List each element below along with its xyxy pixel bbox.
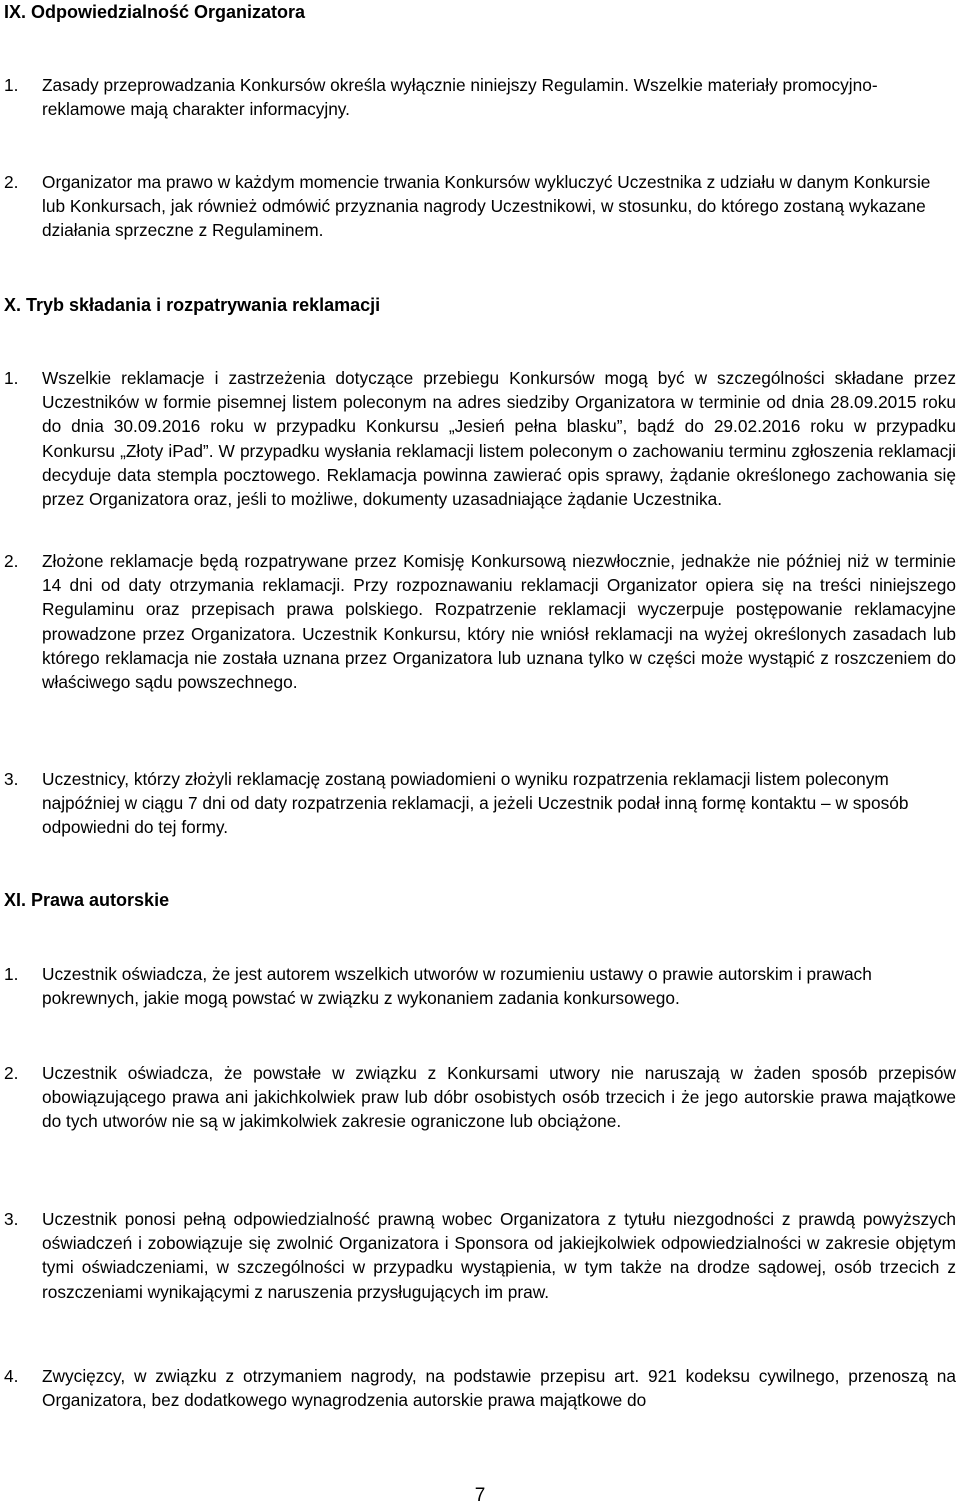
section-xi-item-2 bbox=[4, 1061, 956, 1134]
item-number: 2. bbox=[4, 551, 19, 571]
section-ix-item-1 bbox=[4, 73, 956, 121]
item-text: Uczestnik ponosi pełną odpowiedzialność prawną wobec Organizatora z tytułu niezgodności z prawdą powyższych oświadczeń i zobowiązuje się zwolnić Organizatora i Sponsora od jakiejkolwiek odpowiedzialności w zakresie objętym tymi oświadczeniami, w szczególności w przypadku wystąpienia, w tym także na drodze sądowej, osób trzecich z roszczeniami wynikającymi z naruszenia przysługujących im praw. bbox=[42, 1209, 956, 1302]
section-xi-item-4 bbox=[4, 1364, 956, 1412]
item-number: 3. bbox=[4, 1209, 19, 1229]
item-text: Wszelkie reklamacje i zastrzeżenia dotyczące przebiegu Konkursów mogą być w szczególności składane przez Uczestników w formie pisemnej listem poleconym na adres siedziby Organizatora w terminie od dnia 28.09.2015 roku do dnia 30.09.2016 roku w przypadku Konkursu „Jesień pełna blasku”, bądź do 29.02.2016 roku w przypadku Konkursu „Złoty iPad”. W przypadku wysłania reklamacji listem poleconym o zachowaniu terminu zgłoszenia reklamacji decyduje data stempla pocztowego. Reklamacja powinna zawierać opis sprawy, żądanie określonego zachowania się przez Organizatora oraz, jeśli to możliwe, dokumenty uzasadniające żądanie Uczestnika. bbox=[42, 368, 956, 510]
section-x-item-3 bbox=[4, 767, 956, 840]
item-number: 1. bbox=[4, 75, 19, 95]
item-number: 2. bbox=[4, 1063, 19, 1083]
page-number: 7 bbox=[474, 1485, 486, 1506]
item-number: 1. bbox=[4, 964, 19, 984]
section-x-heading: X. Tryb składania i rozpatrywania reklamacji bbox=[4, 295, 381, 315]
section-ix-heading: IX. Odpowiedzialność Organizatora bbox=[4, 2, 306, 22]
item-text: Zasady przeprowadzania Konkursów określa wyłącznie niniejszy Regulamin. Wszelkie materiały promocyjno-reklamowe mają charakter informacyjny. bbox=[42, 75, 878, 120]
item-number: 3. bbox=[4, 769, 19, 789]
item-number: 4. bbox=[4, 1366, 19, 1386]
item-text: Uczestnik oświadcza, że jest autorem wszelkich utworów w rozumieniu ustawy o prawie autorskim i prawach pokrewnych, jakie mogą powstać w związku z wykonaniem zadania konkursowego. bbox=[42, 964, 872, 1009]
item-text: Uczestnik oświadcza, że powstałe w związku z Konkursami utwory nie naruszają w żaden sposób przepisów obowiązującego prawa ani jakichkolwiek praw lub dóbr osobistych osób trzecich i że jego autorskie prawa majątkowe do tych utworów nie są w jakimkolwiek zakresie ograniczone lub obciążone. bbox=[42, 1063, 956, 1132]
section-xi-heading: XI. Prawa autorskie bbox=[4, 890, 170, 910]
item-text: Uczestnicy, którzy złożyli reklamację zostaną powiadomieni o wyniku rozpatrzenia reklamacji listem poleconym najpóźniej w ciągu 7 dni od daty rozpatrzenia reklamacji, a jeżeli Uczestnik podał inną formę kontaktu – w sposób odpowiedni do tej formy. bbox=[42, 769, 909, 838]
item-text: Organizator ma prawo w każdym momencie trwania Konkursów wykluczyć Uczestnika z udziału w danym Konkursie lub Konkursach, jak również odmówić przyznania nagrody Uczestnikowi, w stosunku, do którego zostaną wykazane działania sprzeczne z Regulaminem. bbox=[42, 172, 931, 241]
item-text: Złożone reklamacje będą rozpatrywane przez Komisję Konkursową niezwłocznie, jednakże nie później niż w terminie 14 dni od daty otrzymania reklamacji. Przy rozpoznawaniu reklamacji Organizator opiera się na treści niniejszego Regulaminu oraz przepisach prawa polskiego. Rozpatrzenie reklamacji wyczerpuje postępowanie reklamacyjne prowadzone przez Organizatora. Uczestnik Konkursu, który nie wniósł reklamacji na wyżej określonych zasadach lub którego reklamacja nie została uznana przez Organizatora lub uznana tylko w części może wystąpić z roszczeniem do właściwego sądu powszechnego. bbox=[42, 551, 956, 693]
section-xi-item-3 bbox=[4, 1207, 956, 1304]
item-number: 2. bbox=[4, 172, 19, 192]
item-text: Zwycięzcy, w związku z otrzymaniem nagrody, na podstawie przepisu art. 921 kodeksu cywilnego, przenoszą na Organizatora, bez dodatkowego wynagrodzenia autorskie prawa majątkowe do bbox=[42, 1366, 956, 1411]
section-xi-item-1 bbox=[4, 962, 956, 1010]
section-x-item-2 bbox=[4, 549, 956, 694]
item-number: 1. bbox=[4, 368, 19, 388]
section-ix-item-2 bbox=[4, 170, 956, 243]
section-x-item-1 bbox=[4, 366, 956, 511]
